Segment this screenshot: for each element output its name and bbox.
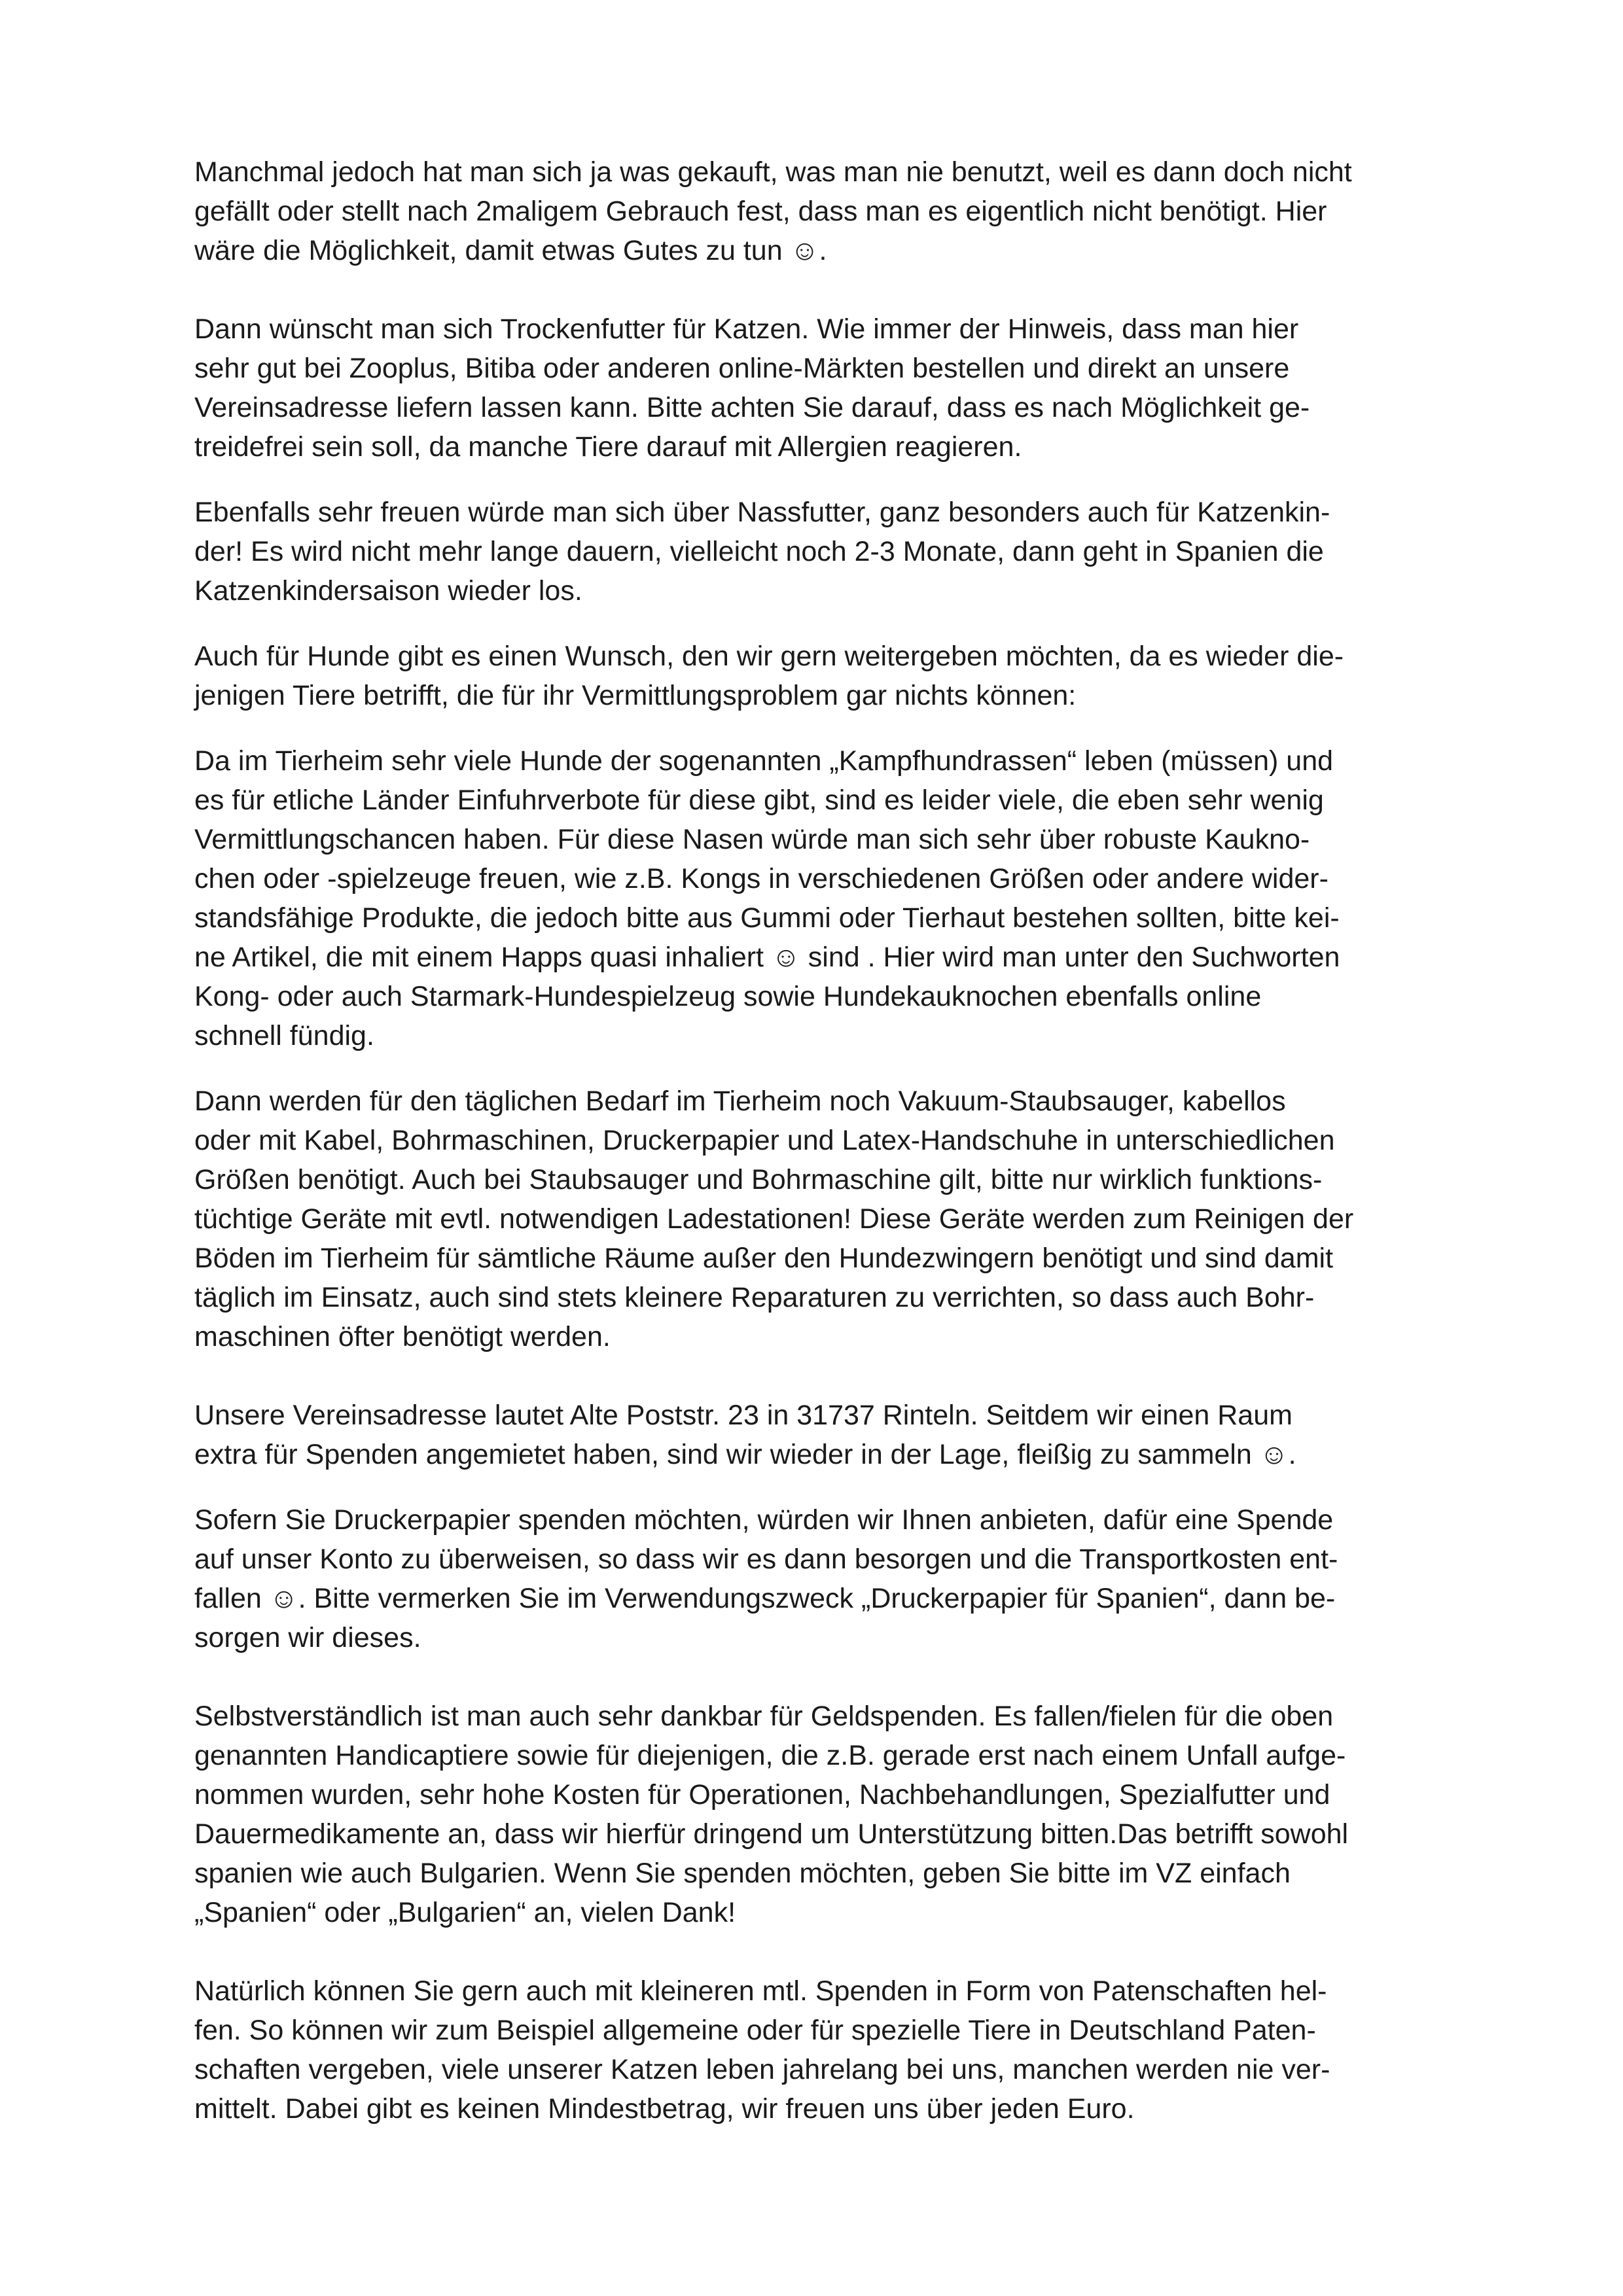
paragraph-dog-toys: Da im Tierheim sehr viele Hunde der sogenannten „Kampfhundrassen“ leben (müssen) und es für etliche Länder Einfuhrverbote für diese gibt, sind es leider viele, die eben sehr wenig Vermittlungschancen haben. Für diese Nasen würde man sich sehr über robuste Kaukno- chen oder -spielzeuge freuen, wie z.B. Kongs in verschiedenen Größen oder andere wider- standsfähige Produkte, die jedoch bitte aus Gummi oder Tierhaut bestehen sollten, bitte kei- ne Artikel, die mit einem Happs quasi inhaliert ☺ sind . Hier wird man unter den Suchworten Kong- oder auch Starmark-Hundespielzeug sowie Hundekauknochen ebenfalls online schnell fündig. — [194, 745, 1340, 1051]
paragraph-dog-wish: Auch für Hunde gibt es einen Wunsch, den wir gern weitergeben möchten, da es wieder die- jenigen Tiere betrifft, die für ihr Vermittlungsproblem gar nichts können: — [194, 641, 1344, 711]
paragraph-dry-food: Dann wünscht man sich Trockenfutter für Katzen. Wie immer der Hinweis, dass man hier sehr gut bei Zooplus, Bitiba oder anderen online-Märkten bestellen und direkt an unsere Vereinsadresse liefern lassen kann. Bitte achten Sie darauf, dass es nach Möglichkeit ge- treidefrei sein soll, da manche Tiere darauf mit Allergien reagieren. — [194, 313, 1310, 463]
paragraph-wet-food: Ebenfalls sehr freuen würde man sich über Nassfutter, ganz besonders auch für Katzenkin- der! Es wird nicht mehr lange dauern, vielleicht noch 2-3 Monate, dann geht in Spanien die Katzenkindersaison wieder los. — [194, 497, 1330, 607]
paragraph-unused-items: Manchmal jedoch hat man sich ja was gekauft, was man nie benutzt, weil es dann doch nicht gefällt oder stellt nach 2maligem Gebrauch fest, dass man es eigentlich nicht benötigt. Hier wäre die Möglichkeit, damit etwas Gutes zu tun ☺. — [194, 156, 1352, 266]
paragraph-shelter-equipment: Dann werden für den täglichen Bedarf im Tierheim noch Vakuum-Staubsauger, kabellos oder mit Kabel, Bohrmaschinen, Druckerpapier und Latex-Handschuhe in unterschiedlichen Größen benötigt. Auch bei Staubsauger und Bohrmaschine gilt, bitte nur wirklich funktions- tüchtige Geräte mit evtl. notwendigen Ladestationen! Diese Geräte werden zum Reinigen der Böden im Tierheim für sämtliche Räume außer den Hundezwingern benötigt und sind damit täglich im Einsatz, auch sind stets kleinere Reparaturen zu verrichten, so dass auch Bohr- maschinen öfter benötigt werden. — [194, 1086, 1354, 1352]
paragraph-money-donations: Selbstverständlich ist man auch sehr dankbar für Geldspenden. Es fallen/fielen für die oben genannten Handicaptiere sowie für diejenigen, die z.B. gerade erst nach einem Unfall aufge- nommen wurden, sehr hohe Kosten für Operationen, Nachbehandlungen, Spezialfutter und Dauermedikamente an, dass wir hierfür dringend um Unterstützung bitten.Das betrifft sowohl spanien wie auch Bulgarien. Wenn Sie spenden möchten, geben Sie bitte im VZ einfach „Spanien“ oder „Bulgarien“ an, vielen Dank! — [194, 1701, 1349, 1928]
paragraph-club-address: Unsere Vereinsadresse lautet Alte Poststr. 23 in 31737 Rinteln. Seitdem wir einen Raum extra für Spenden angemietet haben, sind wir wieder in der Lage, fleißig zu sammeln ☺. — [194, 1400, 1296, 1470]
paragraph-sponsorships: Natürlich können Sie gern auch mit kleineren mtl. Spenden in Form von Patenschaften hel- fen. So können wir zum Beispiel allgemeine oder für spezielle Tiere in Deutschland Paten- schaften vergeben, viele unserer Katzen leben jahrelang bei uns, manchen werden nie ver- mittelt. Dabei gibt es keinen Mindestbetrag, wir freuen uns über jeden Euro. — [194, 1975, 1330, 2125]
paragraph-printer-paper: Sofern Sie Druckerpapier spenden möchten, würden wir Ihnen anbieten, dafür eine Spende auf unser Konto zu überweisen, so dass wir es dann besorgen und die Transportkosten ent- fallen ☺. Bitte vermerken Sie im Verwendungszweck „Druckerpapier für Spanien“, dann be- sorgen wir dieses. — [194, 1504, 1338, 1653]
document-body — [194, 152, 1438, 2128]
